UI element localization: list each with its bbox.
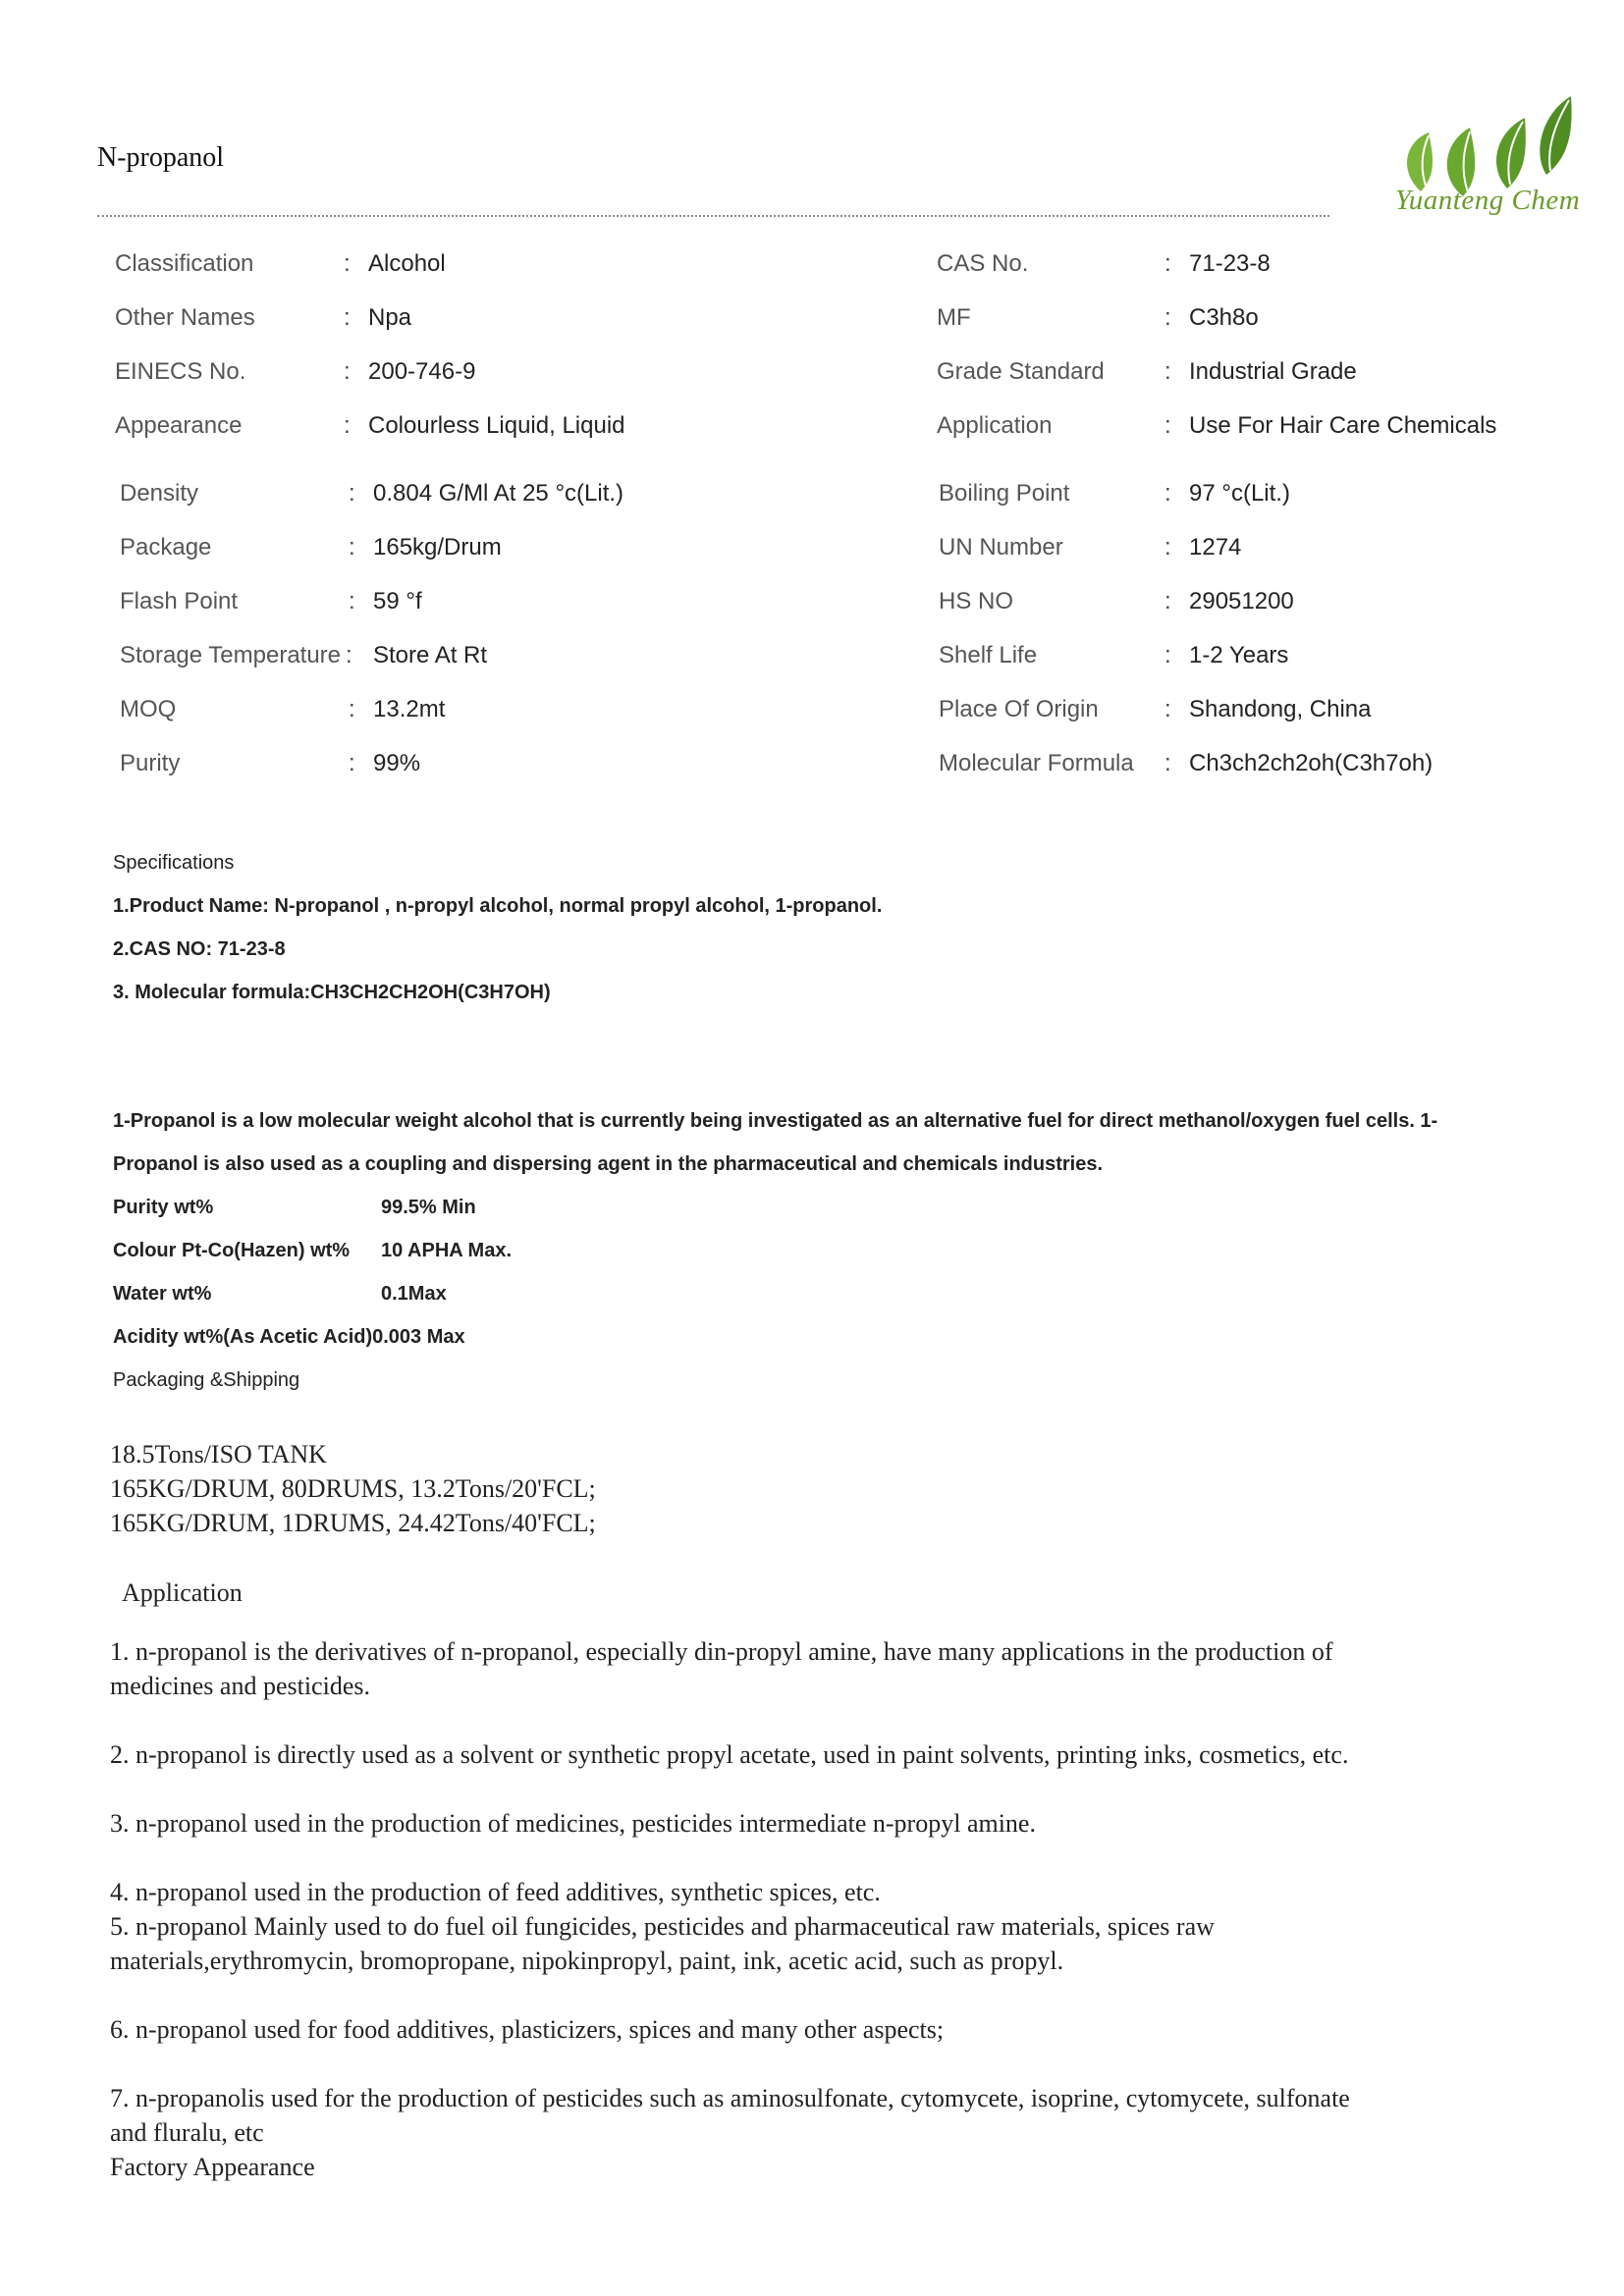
logo-wordmark: Yuanteng Chem [1394,185,1581,216]
application-line: 6. n-propanol used for food additives, plasticizers, spices and many other aspects; [110,2015,945,2044]
factory-appearance-heading: Factory Appearance [110,2153,315,2181]
header-divider [97,215,1329,217]
spec-line-product-name: 1.Product Name: N-propanol , n-propyl alcohol, normal propyl alcohol, 1-propanol. [113,895,883,917]
spec-colon: : [349,750,355,776]
application-heading: Application [122,1578,243,1607]
spec-value: 1274 [1189,534,1242,561]
spec-value: Npa [368,304,412,331]
packaging-line: 165KG/DRUM, 1DRUMS, 24.42Tons/40'FCL; [110,1509,596,1537]
spec-label: Molecular Formula [939,750,1134,776]
spec-label: MF [937,304,971,331]
spec-value: 0.804 G/Ml At 25 °c(Lit.) [373,480,624,507]
spec-value: 59 °f [373,588,422,614]
spec-colon: : [1164,250,1171,277]
application-line: 5. n-propanol Mainly used to do fuel oil fungicides, pesticides and pharmaceutical raw materials, spices raw [110,1912,1215,1941]
spec-label: Boiling Point [939,480,1070,507]
spec-value: 1-2 Years [1189,642,1289,668]
spec-label: CAS No. [937,250,1029,277]
application-line: medicines and pesticides. [110,1672,370,1700]
application-line: materials,erythromycin, bromopropane, nipokinpropyl, paint, ink, acetic acid, such as propyl. [110,1947,1064,1975]
spec-label: Purity [120,750,181,776]
application-line: and fluralu, etc [110,2118,264,2147]
spec-label: Place Of Origin [939,696,1099,722]
spec-label: EINECS No. [115,358,246,385]
spec-value: 200-746-9 [368,358,476,385]
spec-label: HS NO [939,588,1014,614]
spec-value: Shandong, China [1189,696,1372,722]
spec-value: Industrial Grade [1189,358,1357,385]
application-line: 7. n-propanolis used for the production of pesticides such as aminosulfonate, cytomycete, isoprine, cytomycete, sulfonate [110,2084,1350,2112]
param-value-water: 0.1Max [381,1283,447,1305]
spec-label: UN Number [939,534,1063,561]
spec-value: 99% [373,750,421,776]
param-value-purity: 99.5% Min [381,1197,476,1218]
specifications-heading: Specifications [113,852,235,874]
param-label-purity: Purity wt% [113,1197,214,1218]
spec-label: MOQ [120,696,177,722]
spec-value: Alcohol [368,250,446,277]
param-label-colour: Colour Pt-Co(Hazen) wt% [113,1240,351,1261]
spec-value: Use For Hair Care Chemicals [1189,412,1497,439]
spec-value: 13.2mt [373,696,446,722]
spec-colon: : [1164,696,1171,722]
spec-colon: : [349,696,355,722]
spec-label: Package [120,534,212,561]
spec-colon: : [344,358,351,385]
spec-label: Appearance [115,412,243,439]
spec-colon: : [1164,412,1171,439]
spec-colon: : [1164,358,1171,385]
packaging-line: 18.5Tons/ISO TANK [110,1440,327,1468]
spec-value: 165kg/Drum [373,534,502,561]
spec-line-cas: 2.CAS NO: 71-23-8 [113,938,286,960]
spec-colon: : [344,304,351,331]
description-line: Propanol is also used as a coupling and dispersing agent in the pharmaceutical and chemicals industries. [113,1153,1104,1175]
spec-value: Ch3ch2ch2oh(C3h7oh) [1189,750,1434,776]
spec-colon: : [346,642,352,668]
packaging-line: 165KG/DRUM, 80DRUMS, 13.2Tons/20'FCL; [110,1474,596,1503]
spec-label: Other Names [115,304,255,331]
spec-colon: : [1164,304,1171,331]
spec-value: 71-23-8 [1189,250,1271,277]
spec-colon: : [349,588,355,614]
document-title: N-propanol [97,142,225,173]
application-line: 2. n-propanol is directly used as a solvent or synthetic propyl acetate, used in paint solvents, printing inks, cosmetics, etc. [110,1740,1349,1769]
spec-colon: : [349,480,355,507]
spec-label: Flash Point [120,588,239,614]
spec-colon: : [1164,588,1171,614]
spec-colon: : [1164,750,1171,776]
spec-label: Density [120,480,199,507]
spec-value: Colourless Liquid, Liquid [368,412,625,439]
application-line: 4. n-propanol used in the production of feed additives, synthetic spices, etc. [110,1878,881,1906]
param-label-water: Water wt% [113,1283,212,1305]
application-line: 3. n-propanol used in the production of medicines, pesticides intermediate n-propyl amine. [110,1809,1036,1838]
spec-colon: : [344,412,351,439]
spec-value: 29051200 [1189,588,1294,614]
spec-label: Shelf Life [939,642,1038,668]
spec-value: Store At Rt [373,642,488,668]
spec-label: Classification [115,250,254,277]
spec-colon: : [349,534,355,561]
packaging-heading: Packaging &Shipping [113,1369,300,1391]
spec-colon: : [1164,480,1171,507]
spec-colon: : [344,250,351,277]
param-value-colour: 10 APHA Max. [381,1240,513,1261]
application-line: 1. n-propanol is the derivatives of n-propanol, especially din-propyl amine, have many applications in the production of [110,1637,1333,1666]
spec-value: C3h8o [1189,304,1259,331]
spec-colon: : [1164,642,1171,668]
spec-label: Application [937,412,1053,439]
spec-label: Storage Temperature [120,642,342,668]
spec-colon: : [1164,534,1171,561]
description-line: 1-Propanol is a low molecular weight alcohol that is currently being investigated as an alternative fuel for direct methanol/oxygen fuel cells. 1- [113,1110,1438,1132]
spec-value: 97 °c(Lit.) [1189,480,1290,507]
spec-label: Grade Standard [937,358,1105,385]
spec-line-formula: 3. Molecular formula:CH3CH2CH2OH(C3H7OH) [113,982,551,1003]
param-label-acidity: Acidity wt%(As Acetic Acid)0.003 Max [113,1326,465,1348]
